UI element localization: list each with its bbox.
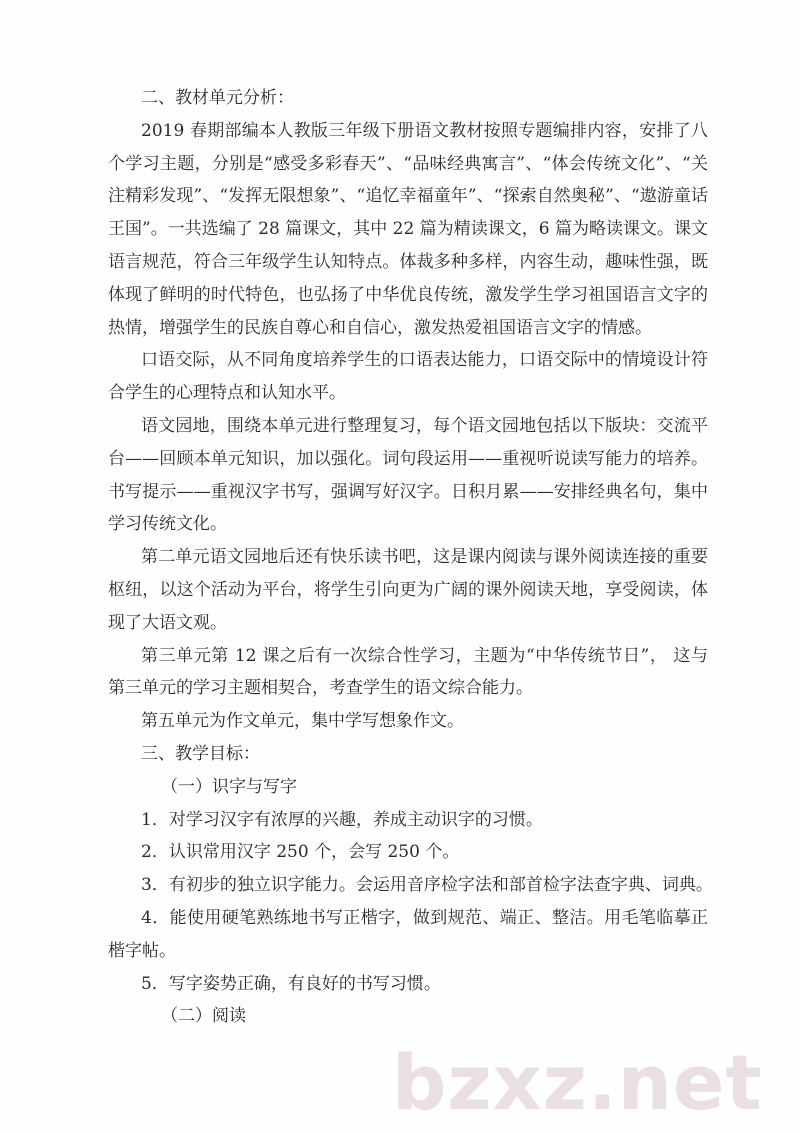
text-line: 个学习主题，分别是“感受多彩春天”、“品味经典寓言”、“体会传统文化”、“关 [108,153,708,174]
text-line: （二）阅读 [161,1006,246,1027]
text-line: 2019 春期部编本人教版三年级下册语文教材按照专题编排内容，安排了八 [141,120,708,141]
text-line: 5．写字姿势正确，有良好的书写习惯。 [141,973,441,994]
text-line: 王国”。一共选编了 28 篇课文，其中 22 篇为精读课文，6 篇为略读课文。课文 [108,219,708,240]
text-line: 书写提示——重视汉字书写，强调写好汉字。日积月累——安排经典名句，集中 [108,481,708,502]
text-line: 4．能使用硬笔熟练地书写正楷字，做到规范、端正、整洁。用毛笔临摹正 [141,907,708,928]
text-line: 口语交际，从不同角度培养学生的口语表达能力，口语交际中的情境设计符 [141,350,708,371]
text-line: 学习传统文化。 [108,514,227,535]
text-line: （一）识字与写字 [161,776,297,797]
text-line: 注精彩发现”、“发挥无限想象”、“追忆幸福童年”、“探索自然奥秘”、“遨游童话 [108,186,708,207]
document-body [108,82,713,1033]
text-line: 合学生的心理特点和认知水平。 [108,383,346,404]
watermark: bzxz.net [392,1038,763,1127]
text-line: 1．对学习汉字有浓厚的兴趣，养成主动识字的习惯。 [141,809,543,830]
text-line: 第三单元的学习主题相契合，考查学生的语文综合能力。 [108,678,533,699]
text-line: 第二单元语文园地后还有快乐读书吧，这是课内阅读与课外阅读连接的重要 [141,547,708,568]
text-line: 第三单元第 12 课之后有一次综合性学习，主题为“中华传统节日”， 这与 [141,645,708,666]
text-line: 热情，增强学生的民族自尊心和自信心，激发热爱祖国语言文字的情感。 [108,317,652,338]
text-line: 楷字帖。 [108,940,176,961]
text-line: 语文园地，围绕本单元进行整理复习，每个语文园地包括以下版块：交流平 [141,415,708,436]
text-line: 台——回顾本单元知识，加以强化。词句段运用——重视听说读写能力的培养。 [108,448,708,469]
text-line: 2．认识常用汉字 250 个，会写 250 个。 [141,842,460,863]
text-line: 三、教学目标： [141,743,260,764]
text-line: 二、教材单元分析： [141,88,294,108]
text-line: 现了大语文观。 [108,612,227,633]
text-line: 第五单元为作文单元，集中学写想象作文。 [141,711,464,732]
text-line: 体现了鲜明的时代特色，也弘扬了中华优良传统，激发学生学习祖国语言文字的 [108,284,708,305]
text-line: 3．有初步的独立识字能力。会运用音序检字法和部首检字法查字典、词典。 [141,875,713,896]
text-line: 枢纽，以这个活动为平台，将学生引向更为广阔的课外阅读天地，享受阅读，体 [108,579,708,600]
text-line: 语言规范，符合三年级学生认知特点。体裁多种多样，内容生动，趣味性强，既 [108,251,708,272]
